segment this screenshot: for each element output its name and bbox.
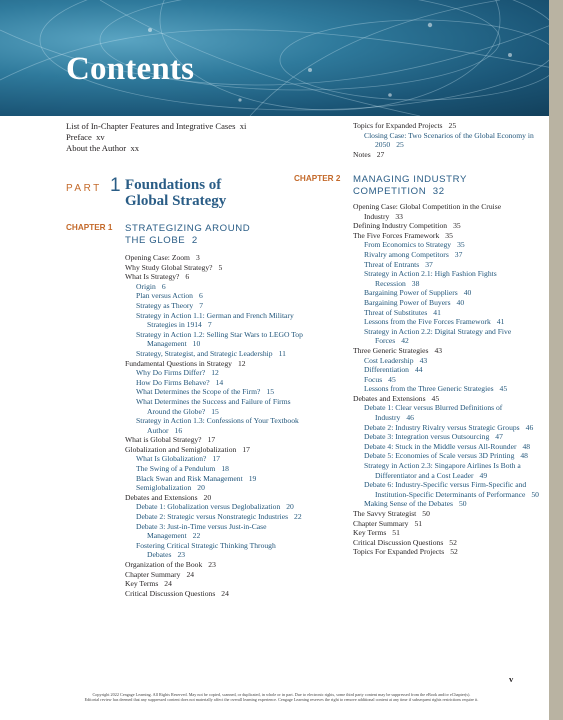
toc-entry-title: Topics For Expanded Projects xyxy=(353,547,445,557)
toc-entry-title: Topics for Expanded Projects xyxy=(353,121,443,130)
toc-entry-page: 6 xyxy=(185,272,190,282)
toc-entry-title: Strategy in Action 2.3: Singapore Airlines Is Both a Differentiator and a Cost Leader xyxy=(364,461,521,480)
chapter-1-title[interactable]: STRATEGIZING AROUND THE GLOBE 2 xyxy=(125,223,251,246)
toc-entry-page: 50 xyxy=(531,489,539,499)
toc-entry-title: Origin xyxy=(136,281,156,291)
toc-entry-page: 27 xyxy=(376,149,385,159)
toc-entry[interactable] xyxy=(353,394,539,404)
toc-subentry[interactable] xyxy=(136,512,303,522)
toc-subentry[interactable] xyxy=(136,368,303,378)
toc-entry-page: 11 xyxy=(278,348,286,358)
toc-entry-page: 37 xyxy=(425,259,433,269)
toc-entry-page: 52 xyxy=(450,547,458,557)
toc-subentry[interactable] xyxy=(136,301,303,311)
toc-entry-page: 51 xyxy=(392,528,400,538)
toc-subentry[interactable] xyxy=(364,432,539,442)
toc-entry-page: 46 xyxy=(406,413,414,423)
toc-entry-title: Debate 3: Integration versus Outsourcing xyxy=(364,432,490,442)
toc-entry-page: 43 xyxy=(419,355,428,365)
toc-entry-title: What Determines the Success and Failure of Firms Around the Globe? xyxy=(136,396,291,416)
toc-entry-title: Opening Case: Global Competition in the Cruise Industry xyxy=(353,202,502,221)
toc-subentry[interactable] xyxy=(136,474,303,484)
toc-entry-title: Critical Discussion Questions xyxy=(125,588,216,598)
toc-entry-page: 33 xyxy=(395,211,403,221)
toc-entry-title: The Swing of a Pendulum xyxy=(136,464,216,474)
toc-entry[interactable] xyxy=(125,359,303,369)
toc-entry-page: 6 xyxy=(161,281,166,291)
toc-entry[interactable] xyxy=(353,221,539,231)
toc-subentry[interactable] xyxy=(364,298,539,308)
toc-entry[interactable] xyxy=(125,445,303,455)
toc-entry-page: 42 xyxy=(401,336,409,346)
toc-entry-title: Key Terms xyxy=(125,579,159,589)
toc-entry-page: 17 xyxy=(242,444,250,454)
copyright-notice: Copyright 2022 Cengage Learning. All Rights Reserved. May not be copied, scanned, or duplicated, in whole or in part. Due to electronic rights, some third party content may be suppressed from the eBook and/or eChapter(s). Editorial review has deemed that any suppressed content does not materially affect the overall learning experience. Cengage Learning reserves the right to remove additional content at any time if subsequent rights restrictions require it. xyxy=(84,692,479,702)
toc-entry[interactable] xyxy=(125,570,303,580)
toc-subentry[interactable] xyxy=(364,308,539,318)
toc-entry-page: 37 xyxy=(454,249,463,259)
toc-entry-title: Strategy in Action 1.1: German and French Military Strategies in 1914 xyxy=(136,310,294,330)
toc-entry-title: Rivalry among Competitors xyxy=(364,249,449,259)
toc-entry-page: 24 xyxy=(221,588,229,598)
toc-entry[interactable] xyxy=(125,253,303,263)
toc-entry-page: 45 xyxy=(431,393,440,403)
toc-entry[interactable] xyxy=(125,579,303,589)
toc-entry-page: 47 xyxy=(495,432,503,442)
toc-subentry[interactable] xyxy=(364,317,539,327)
toc-entry-title: Plan versus Action xyxy=(136,291,193,301)
toc-entry-page: 18 xyxy=(221,464,229,474)
toc-subentry[interactable] xyxy=(136,483,303,493)
toc-entry-page: 22 xyxy=(192,531,201,541)
toc-entry-title: Threat of Substitutes xyxy=(364,307,428,317)
toc-entry-title: Debate 1: Globalization versus Deglobalization xyxy=(136,502,281,512)
toc-subentry[interactable] xyxy=(364,327,539,346)
toc-entry[interactable] xyxy=(125,272,303,282)
toc-entry[interactable] xyxy=(353,528,539,538)
toc-entry-page: 16 xyxy=(174,425,183,435)
toc-subentry[interactable] xyxy=(364,365,539,375)
toc-subentry[interactable] xyxy=(136,502,303,512)
toc-entry-page: 38 xyxy=(411,278,420,288)
toc-entry-page: 19 xyxy=(248,473,257,483)
toc-entry[interactable] xyxy=(125,560,303,570)
toc-entry-page: 24 xyxy=(164,579,172,589)
toc-entry[interactable] xyxy=(125,435,303,445)
toc-subentry[interactable] xyxy=(136,387,303,397)
contents-banner xyxy=(0,0,563,116)
toc-subentry[interactable] xyxy=(364,499,539,509)
toc-subentry[interactable] xyxy=(136,282,303,292)
toc-subentry[interactable] xyxy=(136,541,303,560)
toc-entry-title: Why Study Global Strategy? xyxy=(125,262,213,272)
toc-entry-page: 40 xyxy=(456,297,465,307)
toc-entry-page: 7 xyxy=(207,320,212,330)
toc-entry-page: 5 xyxy=(218,262,223,272)
toc-entry-title: What Determines the Scope of the Firm? xyxy=(136,387,261,397)
chapter-2-label: CHAPTER 2 xyxy=(294,174,341,183)
toc-entry[interactable] xyxy=(353,519,539,529)
front-matter-item[interactable]: Preface xv xyxy=(66,132,105,143)
toc-subentry[interactable] xyxy=(136,397,303,416)
toc-entry-title: Fostering Critical Strategic Thinking Through Debates xyxy=(136,540,276,560)
toc-subentry[interactable] xyxy=(364,461,539,480)
toc-entry-title: Critical Discussion Questions xyxy=(353,537,444,547)
toc-entry-page: 20 xyxy=(286,502,294,512)
toc-entry-page: 41 xyxy=(496,317,505,327)
toc-entry-page: 35 xyxy=(453,221,461,231)
toc-entry[interactable] xyxy=(353,346,539,356)
toc-entry-page: 44 xyxy=(414,365,423,375)
toc-entry-page: 45 xyxy=(388,374,396,384)
toc-entry-title: Semiglobalization xyxy=(136,483,192,493)
chapter-1-entries xyxy=(125,253,303,598)
toc-entry[interactable] xyxy=(353,231,539,241)
toc-entry-title: Cost Leadership xyxy=(364,355,414,365)
toc-subentry[interactable] xyxy=(364,131,539,150)
toc-subentry[interactable] xyxy=(364,384,539,394)
toc-entry[interactable] xyxy=(353,121,539,131)
toc-entry[interactable] xyxy=(353,538,539,548)
toc-entry-page: 25 xyxy=(396,140,404,150)
toc-entry-page: 20 xyxy=(203,492,212,502)
toc-entry-title: Strategy as Theory xyxy=(136,300,194,310)
toc-entry-title: Debate 3: Just-in-Time versus Just-in-Case Management xyxy=(136,521,267,541)
toc-entry-page: 43 xyxy=(434,345,443,355)
toc-entry-title: Bargaining Power of Suppliers xyxy=(364,288,458,298)
toc-entry-title: Debate 1: Clear versus Blurred Definitions of Industry xyxy=(364,403,503,423)
toc-entry-title: Strategy in Action 2.2: Digital Strategy and Five Forces xyxy=(364,326,512,346)
toc-subentry[interactable] xyxy=(136,330,303,349)
toc-entry-title: Globalization and Semiglobalization xyxy=(125,444,237,454)
toc-entry-page: 22 xyxy=(294,512,302,522)
toc-entry-page: 14 xyxy=(215,377,224,387)
toc-entry[interactable] xyxy=(125,263,303,273)
page-edge-strip xyxy=(549,0,563,720)
toc-entry-title: Threat of Entrants xyxy=(364,259,420,269)
toc-entry-title: Focus xyxy=(364,374,383,384)
toc-entry-title: Key Terms xyxy=(353,528,387,538)
toc-entry-page: 23 xyxy=(208,560,216,569)
toc-entry-page: 50 xyxy=(422,509,430,518)
toc-entry-title: Debate 6: Industry-Specific versus Firm-Specific and Institution-Specific Determinants of Performance xyxy=(364,480,527,499)
chapter-2-entries xyxy=(353,202,539,557)
toc-entry-page: 10 xyxy=(192,339,201,349)
toc-entry[interactable] xyxy=(125,493,303,503)
toc-entry-title: Strategy, Strategist, and Strategic Leadership xyxy=(136,348,273,358)
toc-subentry[interactable] xyxy=(364,356,539,366)
toc-subentry[interactable] xyxy=(364,403,539,422)
toc-entry-title: Notes xyxy=(353,149,371,159)
toc-entry-title: Closing Case: Two Scenarios of the Global Economy in 2050 xyxy=(364,130,534,150)
toc-entry-title: Debates and Extensions xyxy=(125,492,198,502)
toc-subentry[interactable] xyxy=(364,423,539,433)
toc-subentry[interactable] xyxy=(136,522,303,541)
toc-entry-page: 23 xyxy=(177,550,186,560)
toc-entry-title: Lessons from the Five Forces Framework xyxy=(364,317,491,327)
toc-entry-title: The Savvy Strategist xyxy=(353,509,417,518)
toc-entry-title: Debate 4: Stuck in the Middle versus All-Rounder xyxy=(364,441,517,451)
toc-entry-title: Strategy in Action 2.1: High Fashion Fights Recession xyxy=(364,269,497,288)
toc-entry-page: 20 xyxy=(197,483,205,493)
toc-entry-page: 12 xyxy=(211,368,219,378)
toc-entry-title: What Is Globalization? xyxy=(136,454,207,464)
toc-entry[interactable] xyxy=(353,547,539,557)
toc-subentry[interactable] xyxy=(364,375,539,385)
toc-entry-page: 6 xyxy=(198,291,203,301)
toc-entry-page: 45 xyxy=(499,384,508,394)
toc-subentry[interactable] xyxy=(364,480,539,499)
toc-entry-page: 48 xyxy=(520,451,528,461)
toc-entry-page: 46 xyxy=(525,422,534,432)
toc-entry-page: 49 xyxy=(479,470,488,480)
toc-entry-title: Lessons from the Three Generic Strategies xyxy=(364,384,494,394)
toc-subentry[interactable] xyxy=(364,260,539,270)
chapter-2-title[interactable]: MANAGING INDUSTRY COMPETITION 32 xyxy=(353,174,467,197)
toc-entry-page: 15 xyxy=(266,387,275,397)
toc-entry-page: 50 xyxy=(459,499,467,509)
chapter-1-label: CHAPTER 1 xyxy=(66,223,113,232)
toc-entry[interactable] xyxy=(353,150,539,160)
toc-entry-page: 17 xyxy=(212,454,221,464)
toc-entry-title: Three Generic Strategies xyxy=(353,345,429,355)
toc-subentry[interactable] xyxy=(136,416,303,435)
toc-entry-title: Defining Industry Competition xyxy=(353,221,448,231)
toc-entry-page: 3 xyxy=(195,253,200,262)
toc-entry-title: From Economics to Strategy xyxy=(364,240,452,250)
toc-subentry[interactable] xyxy=(136,454,303,464)
toc-entry-page: 25 xyxy=(448,121,457,130)
front-matter-item[interactable]: List of In-Chapter Features and Integrative Cases xi xyxy=(66,121,247,131)
toc-entry-title: Strategy in Action 1.2: Selling Star Wars to LEGO Top Management xyxy=(136,329,303,349)
toc-entry-page: 35 xyxy=(445,230,453,240)
toc-entry-title: Differentiation xyxy=(364,365,409,375)
toc-entry-title: Black Swan and Risk Management xyxy=(136,473,243,483)
toc-entry-title: Debate 2: Strategic versus Nonstrategic Industries xyxy=(136,512,289,522)
toc-entry-title: Chapter Summary xyxy=(125,569,181,579)
toc-entry-title: Organization of the Book xyxy=(125,560,203,569)
toc-subentry[interactable] xyxy=(136,464,303,474)
toc-entry-title: Chapter Summary xyxy=(353,518,409,528)
toc-entry-title: How Do Firms Behave? xyxy=(136,377,210,387)
toc-entry-title: Debate 2: Industry Rivalry versus Strategic Groups xyxy=(364,422,520,432)
part-label: PART xyxy=(66,183,102,194)
toc-entry-page: 35 xyxy=(457,240,465,250)
toc-subentry[interactable] xyxy=(136,378,303,388)
toc-entry-title: Strategy in Action 1.3: Confessions of Your Textbook Author xyxy=(136,416,299,435)
toc-entry[interactable] xyxy=(353,509,539,519)
part-number: 1 xyxy=(110,175,121,196)
toc-subentry[interactable] xyxy=(364,451,539,461)
page-title: Contents xyxy=(66,51,195,87)
toc-entry-title: What Is Strategy? xyxy=(125,272,180,282)
front-matter-list xyxy=(66,121,246,155)
toc-entry-title: What is Global Strategy? xyxy=(125,435,202,445)
front-matter-item[interactable]: About the Author xx xyxy=(66,143,140,154)
toc-entry-title: Debate 5: Economies of Scale versus 3D Printing xyxy=(364,451,515,461)
toc-entry[interactable] xyxy=(353,202,539,221)
toc-entry-title: Making Sense of the Debates xyxy=(364,499,453,509)
page-number: v xyxy=(509,674,514,684)
toc-entry-page: 48 xyxy=(522,441,531,451)
toc-subentry[interactable] xyxy=(136,311,303,330)
toc-entry-page: 24 xyxy=(186,569,195,579)
toc-entry-page: 7 xyxy=(199,300,204,310)
toc-subentry[interactable] xyxy=(136,349,303,359)
toc-entry-title: Bargaining Power of Buyers xyxy=(364,297,451,307)
toc-subentry[interactable] xyxy=(364,269,539,288)
toc-entry-title: Why Do Firms Differ? xyxy=(136,368,206,378)
toc-entry[interactable] xyxy=(125,589,303,599)
part-title: Foundations of Global Strategy xyxy=(125,177,227,209)
chapter-1-entries-continued xyxy=(353,121,539,159)
toc-entry-title: Opening Case: Zoom xyxy=(125,253,190,262)
toc-entry-title: The Five Forces Framework xyxy=(353,230,440,240)
toc-entry-page: 41 xyxy=(433,307,441,317)
toc-entry-page: 15 xyxy=(211,406,219,416)
toc-subentry[interactable] xyxy=(364,288,539,298)
toc-entry-page: 12 xyxy=(237,358,246,368)
toc-entry-page: 52 xyxy=(449,537,457,547)
toc-subentry[interactable] xyxy=(364,442,539,452)
toc-subentry[interactable] xyxy=(364,240,539,250)
toc-entry-title: Fundamental Questions in Strategy xyxy=(125,358,232,368)
toc-entry-page: 40 xyxy=(463,288,472,298)
toc-entry-page: 51 xyxy=(414,518,423,528)
toc-subentry[interactable] xyxy=(364,250,539,260)
toc-entry-page: 17 xyxy=(207,435,216,445)
toc-subentry[interactable] xyxy=(136,291,303,301)
toc-entry-title: Debates and Extensions xyxy=(353,393,426,403)
